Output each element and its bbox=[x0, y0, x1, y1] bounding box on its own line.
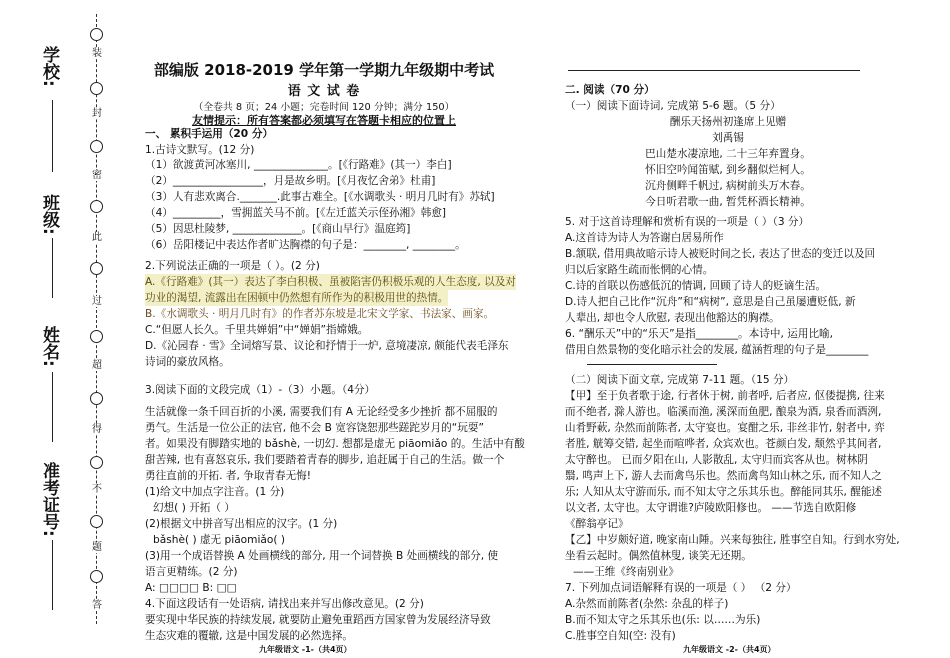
question-1-item: （4）_________，雪拥蓝关马不前。[《左迁蓝关示侄孙湘》韩愈] bbox=[145, 207, 447, 219]
binding-circle bbox=[90, 200, 103, 213]
binding-char: 过 bbox=[92, 296, 102, 307]
binding-char: 不 bbox=[92, 484, 102, 495]
reading-1-intro: （一）阅读下面诗词, 完成第 5-6 题。（5 分） bbox=[565, 100, 781, 112]
binding-char: 封 bbox=[92, 108, 102, 119]
question-5-option-d: D.诗人把自己比作“沉舟”和“病树”, 意思是自己虽屡遭贬低, 新 bbox=[565, 296, 856, 308]
question-1-item: （2）_________________，月是故乡明。[《月夜忆舍弟》杜甫] bbox=[145, 175, 436, 187]
question-7: 7. 下列加点词语解释有误的一项是（ ） （2 分） bbox=[565, 582, 797, 594]
field-line[interactable] bbox=[52, 540, 53, 610]
question-2-option-c: C.“但愿人长久。千里共婵娟”中“婵娟”指嫦娥。 bbox=[145, 324, 369, 336]
passage-line: 生活就像一条千回百折的小溪, 需要我们有 A 无论经受多少挫折 都不屈服的 bbox=[145, 406, 498, 418]
binding-circle bbox=[90, 515, 103, 528]
jia-line: 者胜, 觥筹交错, 起坐而喧哗者, 众宾欢也。苍颜白发, 颓然乎其间者, bbox=[565, 438, 882, 450]
question-7-option-c: C.胜事空自知(空: 没有) bbox=[565, 630, 676, 642]
question-2-option-b: B.《水调歌头 · 明月几时有》的作者苏东坡是北宋文学家、书法家、画家。 bbox=[145, 308, 495, 320]
poem-author: 刘禹锡 bbox=[712, 132, 744, 144]
exam-info: （全卷共 8 页；24 小题；完卷时间 120 分钟；满分 150） bbox=[193, 102, 455, 113]
field-class: 班级: bbox=[39, 194, 59, 235]
question-4-text: 生态灾难的覆辙, 这是中国发展的必然选择。 bbox=[145, 630, 354, 642]
question-5: 5. 对于这首诗理解和赏析有误的一项是（ ）（3 分） bbox=[565, 216, 810, 228]
exam-title: 部编版 2018-2019 学年第一学期九年级期中考试 bbox=[153, 61, 495, 79]
binding-margin bbox=[0, 0, 140, 658]
question-5-option-c: C.诗的首联以伤感低沉的情调, 回顾了诗人的贬谪生活。 bbox=[565, 280, 827, 292]
exam-tip: 友情提示：所有答案都必须填写在答题卡相应的位置上 bbox=[192, 114, 456, 127]
question-1-item: （5）因思杜陵梦, _____________。[《商山早行》温庭筠] bbox=[145, 223, 411, 235]
question-1-item: （3）人有悲欢离合._______.此事古难全。[《水调歌头 · 明月几时有》苏轼] bbox=[145, 191, 495, 203]
yi-line: 【乙】中岁颇好道, 晚家南山陲。兴来每独往, 胜事空自知。行到水穷处, bbox=[565, 534, 900, 546]
poem-title: 酬乐天扬州初逢席上见赠 bbox=[669, 116, 787, 128]
question-2-option-d: D.《沁园春 · 雪》全词熔写景、议论和抒情于一炉, 意境凄凉, 颇能代表毛泽东 bbox=[145, 340, 509, 352]
field-line[interactable] bbox=[52, 238, 53, 298]
jia-line: 翳, 鸣声上下, 游人去而禽鸟乐也。然而禽鸟知山林之乐, 而不知人之 bbox=[565, 470, 882, 482]
question-3-3-answer[interactable]: A: □□□□ B: □□ bbox=[145, 582, 237, 594]
question-1-item: （6）岳阳楼记中表达作者旷达胸襟的句子是：________, ________。 bbox=[145, 239, 466, 251]
binding-circle bbox=[90, 392, 103, 405]
poem-line: 沉舟侧畔千帆过, 病树前头万木春。 bbox=[645, 180, 811, 192]
reading-2-intro: （二）阅读下面文章, 完成第 7-11 题。（15 分） bbox=[565, 374, 795, 386]
jia-line: 以文者, 太守也。太守谓谁?庐陵欧阳修也。 ——节选自欧阳修 bbox=[565, 502, 857, 514]
question-4-text: 要实现中华民族的持续发展, 就要防止避免重蹈西方国家曾为发展经济导致 bbox=[145, 614, 491, 626]
field-name: 姓名: bbox=[39, 326, 59, 367]
question-2-option-a-cont: 功业的渴望, 流露出在困顿中仍然想有所作为的积极用世的热情。 bbox=[145, 292, 449, 304]
question-6-cont: 借用自然景物的变化暗示社会的发展, 蕴涵哲理的句子是________ bbox=[565, 344, 869, 356]
question-5-option-d-cont: 人辈出, 却也令人欣慰, 表现出他豁达的胸襟。 bbox=[565, 312, 780, 324]
binding-char: 此 bbox=[92, 232, 102, 243]
binding-circle bbox=[90, 330, 103, 343]
binding-circle bbox=[90, 28, 103, 41]
jia-line: 而不绝者, 滁人游也。临溪而渔, 溪深而鱼肥, 酿泉为酒, 泉香而酒洌, bbox=[565, 406, 882, 418]
binding-circle bbox=[90, 140, 103, 153]
binding-char: 答 bbox=[92, 600, 102, 611]
binding-char: 题 bbox=[92, 542, 102, 553]
section-2-heading: 二. 阅读（70 分） bbox=[565, 84, 655, 96]
question-2: 2.下列说法正确的一项是（ ）。(2 分) bbox=[145, 260, 320, 272]
jia-line: 【甲】至于负者歌于途, 行者休于树, 前者呼, 后者应, 伛偻提携, 往来 bbox=[565, 390, 885, 402]
binding-dashed-line bbox=[96, 14, 97, 624]
jia-line: 乐; 人知从太守游而乐, 而不知太守之乐其乐也。醉能同其乐, 醒能述 bbox=[565, 486, 883, 498]
question-3: 3.阅读下面的文段完成（1）-（3）小题。（4分） bbox=[145, 384, 376, 396]
jia-line: 太守醉也。 已而夕阳在山, 人影散乱, 太守归而宾客从也。树林阴 bbox=[565, 454, 868, 466]
yi-source: ——王维《终南别业》 bbox=[573, 566, 679, 578]
question-1: 1.古诗文默写。(12 分) bbox=[145, 144, 255, 156]
passage-line: 者。如果没有脚踏实地的 bǎshè, 一切幻. 想都是虚无 piāomiǎo 的。生活中有酸 bbox=[145, 438, 525, 450]
top-rule bbox=[568, 70, 860, 71]
binding-char: 得 bbox=[92, 424, 102, 435]
field-line[interactable] bbox=[52, 372, 53, 442]
jia-line: 山肴野蔌, 杂然而前陈者, 太守宴也。宴酣之乐, 非丝非竹, 射者中, 弈 bbox=[565, 422, 885, 434]
page-footer: 九年级语文 -2-（共4页） bbox=[683, 645, 776, 654]
binding-char: 装 bbox=[92, 48, 102, 59]
question-7-option-b: B.而不知太守之乐其乐也(乐: 以……为乐) bbox=[565, 614, 761, 626]
field-exam-number: 准考证号: bbox=[39, 462, 59, 537]
yi-line: 坐看云起时。偶然值林叟, 谈笑无还期。 bbox=[565, 550, 752, 562]
passage-line: 勇往直前的开拓. 者, 争取青春无悔! bbox=[145, 470, 312, 482]
passage-line: 勇气。生活是一位公正的法官, 他不会 B 宽容饶恕那些蹉跎岁月的“玩耍” bbox=[145, 422, 484, 434]
binding-circle bbox=[90, 456, 103, 469]
page-footer: 九年级语文 -1-（共4页） bbox=[259, 645, 352, 654]
question-3-3-cont: 语言更精练。(2 分) bbox=[145, 566, 238, 578]
section-1-heading: 一、 累积手运用（20 分） bbox=[145, 128, 274, 140]
question-2-option-d-cont: 诗词的豪放风格。 bbox=[145, 356, 230, 368]
poem-line: 今日听君歌一曲, 暂凭杯酒长精神。 bbox=[645, 196, 811, 208]
binding-circle bbox=[90, 82, 103, 95]
question-5-option-b: B.颔联, 借用典故暗示诗人被贬时间之长, 表达了世态的变迁以及回 bbox=[565, 248, 876, 260]
field-school: 学校: bbox=[39, 46, 59, 87]
question-2-option-a: A.《行路难》(其一）表达了李白积极、虽被陷害仍积极乐观的人生态度, 以及对 bbox=[145, 276, 516, 288]
poem-line: 怀旧空吟闻笛赋, 到乡翻似烂柯人。 bbox=[645, 164, 811, 176]
question-3-3: (3)用一个成语替换 A 处画横线的部分, 用一个词替换 B 处画横线的部分, 使 bbox=[145, 550, 499, 562]
question-3-2: (2)根据文中拼音写出相应的汉字。(1 分) bbox=[145, 518, 338, 530]
question-1-item: （1）欲渡黄河冰塞川, ______________。[《行路难》(其一）李白] bbox=[145, 159, 452, 171]
binding-circle bbox=[90, 262, 103, 275]
question-3-1: (1)给文中加点字注音。(1 分) bbox=[145, 486, 285, 498]
question-4: 4.下面这段话有一处语病, 请找出来并写出修改意见。(2 分) bbox=[145, 598, 424, 610]
binding-char: 超 bbox=[92, 360, 102, 371]
question-3-1-answer[interactable]: 幻想( ) 开拓（ ） bbox=[153, 502, 235, 514]
binding-char: 密 bbox=[92, 170, 102, 181]
binding-circle bbox=[90, 570, 103, 583]
field-line[interactable] bbox=[52, 100, 53, 172]
passage-line: 甜苦辣, 也有喜怒哀乐, 我们要踏着青春的脚步, 追赶属于自己的生活。做一个 bbox=[145, 454, 505, 466]
question-5-option-b-cont: 归以后家路生疏而怅惘的心情。 bbox=[565, 264, 714, 276]
answer-line[interactable] bbox=[587, 364, 717, 365]
jia-source: 《醉翁亭记》 bbox=[565, 518, 629, 530]
exam-subtitle: 语 文 试 卷 bbox=[287, 84, 361, 99]
poem-line: 巴山楚水凄凉地, 二十三年弃置身。 bbox=[645, 148, 811, 160]
question-7-option-a: A.杂然而前陈者(杂然: 杂乱的样子) bbox=[565, 598, 729, 610]
question-3-2-answer[interactable]: bǎshè( ) 虚无 piāomiǎo( ) bbox=[153, 534, 286, 546]
question-5-option-a: A.这首诗为诗人为答谢白居易所作 bbox=[565, 232, 724, 244]
question-6: 6. “酬乐天”中的“乐天”是指________。本诗中, 运用比喻, bbox=[565, 328, 833, 340]
